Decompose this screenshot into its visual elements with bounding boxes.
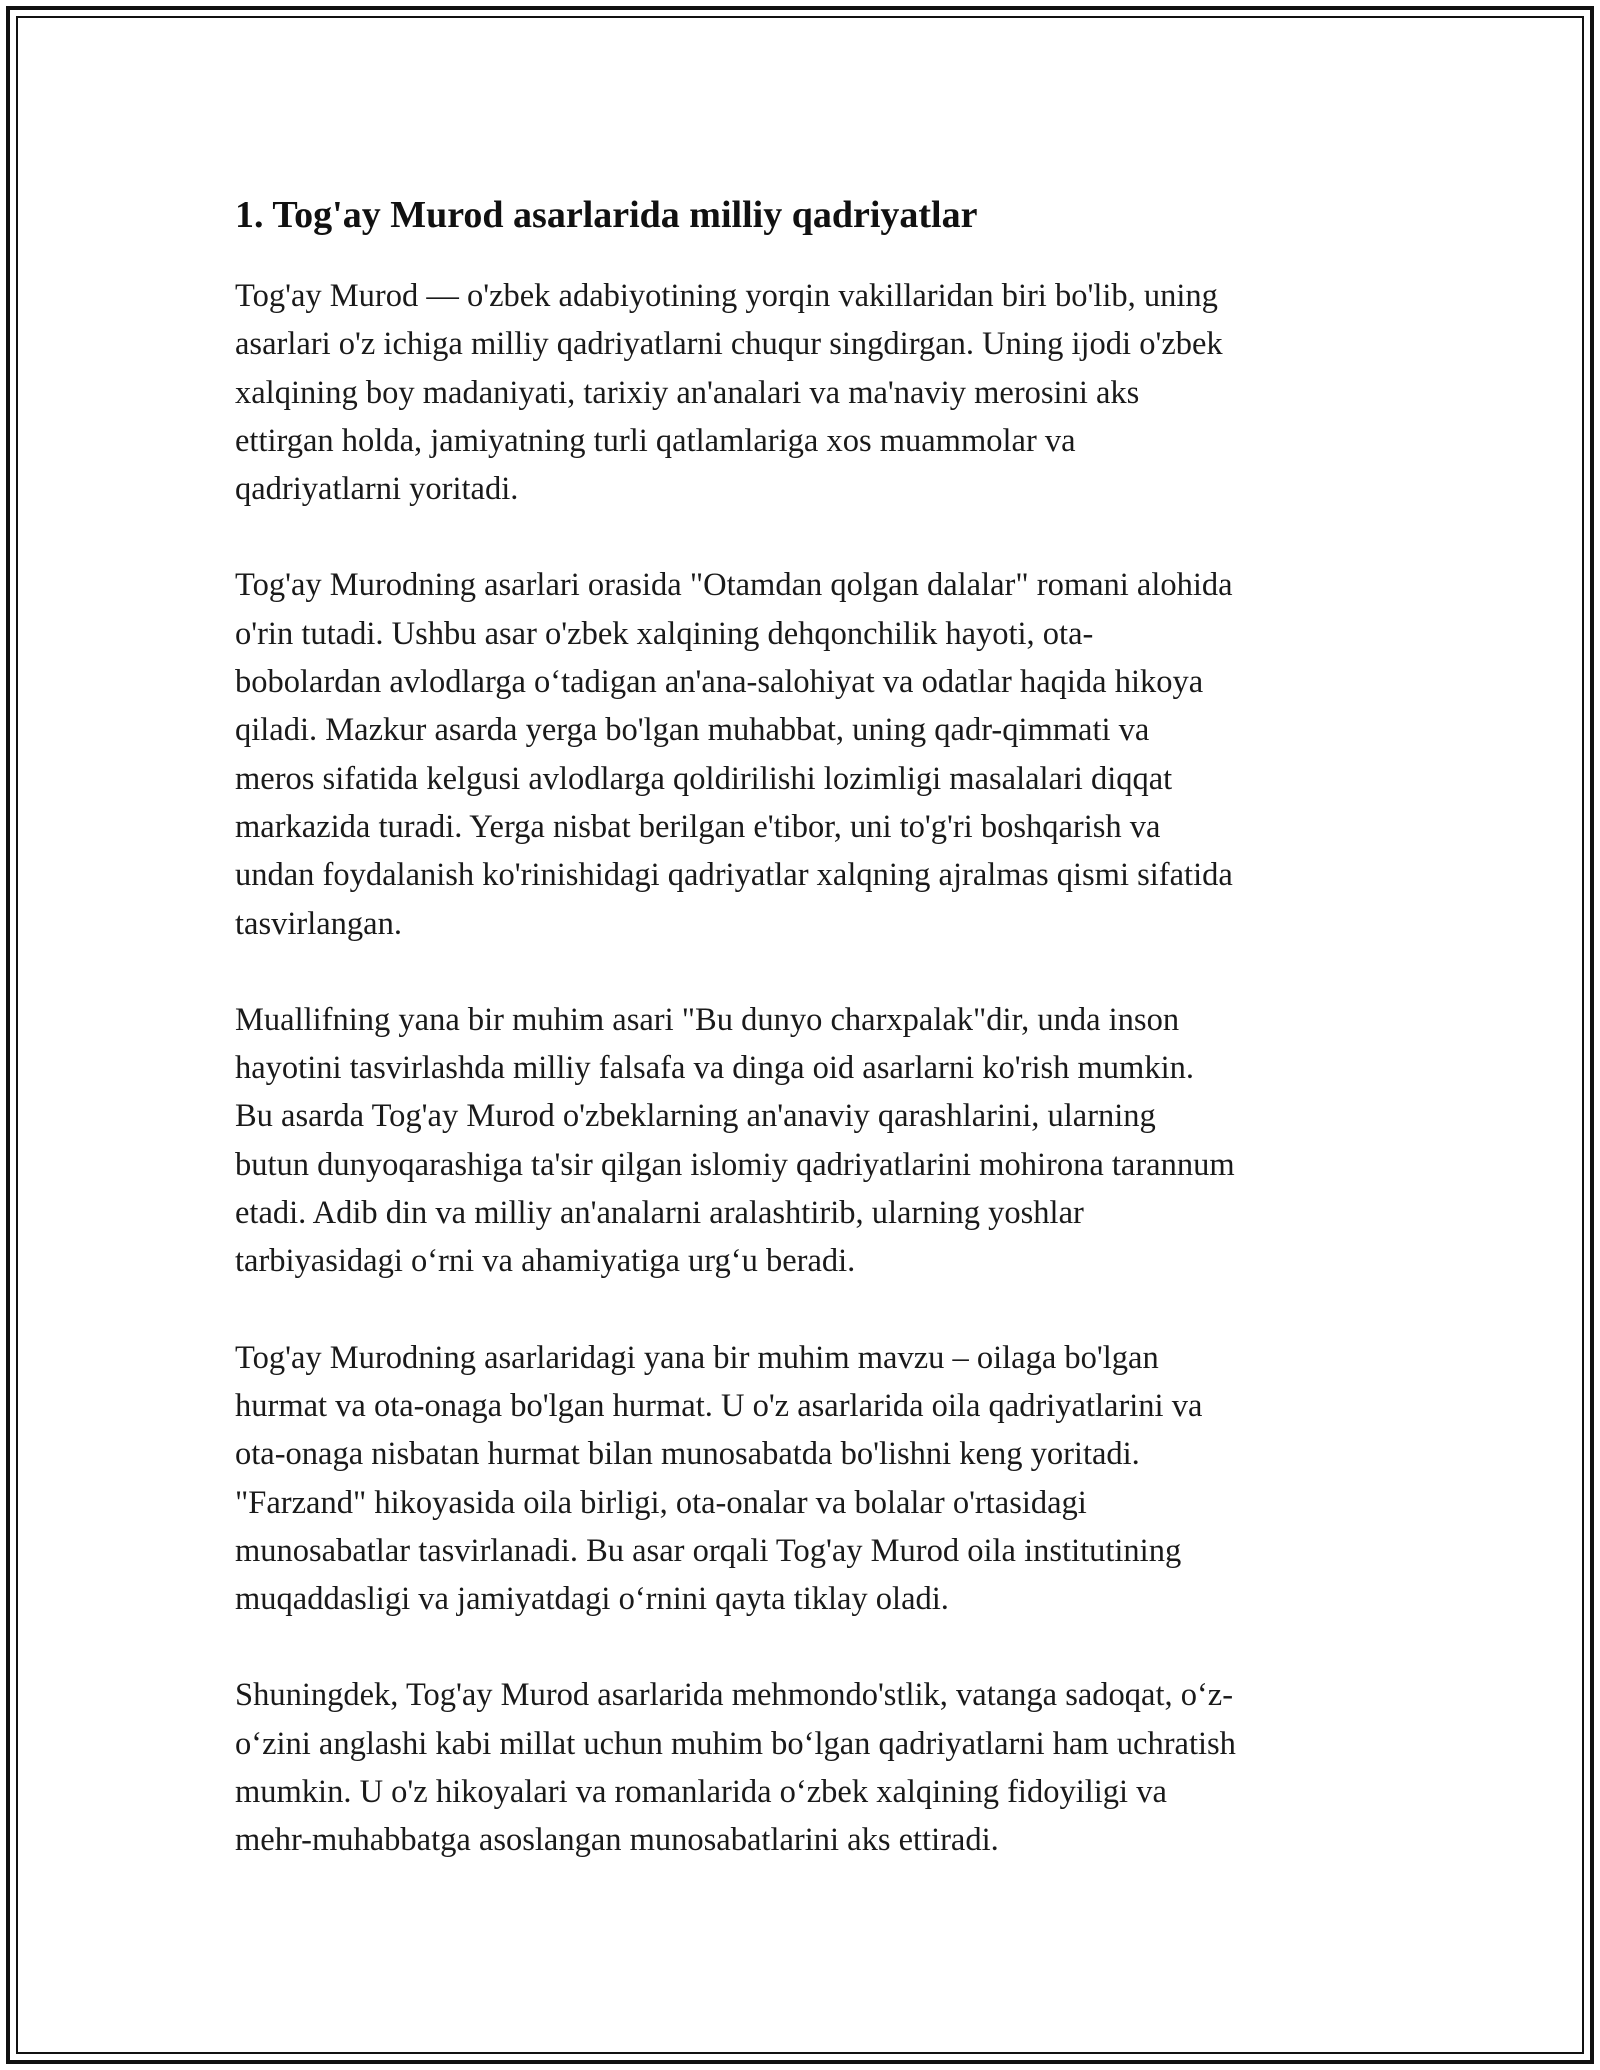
paragraph-oila-qadriyatlari bbox=[235, 1334, 1365, 1624]
text-line: "Farzand" hikoyasida oila birligi, ota-onalar va bolalar o'rtasidagi bbox=[235, 1484, 1087, 1521]
text-line: ettirgan holda, jamiyatning turli qatlamlariga xos muammolar va bbox=[235, 422, 1076, 459]
paragraph-bu-dunyo-charxpalak bbox=[235, 996, 1365, 1286]
text-line: hurmat va ota-onaga bo'lgan hurmat. U o'z asarlarida oila qadriyatlarini va bbox=[235, 1387, 1203, 1424]
text-line: Tog'ay Murodning asarlari orasida "Otamdan qolgan dalalar" romani alohida bbox=[235, 567, 1233, 604]
text-line: Bu asarda Tog'ay Murod o'zbeklarning an'anaviy qarashlarini, ularning bbox=[235, 1098, 1156, 1135]
text-line: o'rin tutadi. Ushbu asar o'zbek xalqining dehqonchilik hayoti, ota- bbox=[235, 615, 1094, 652]
text-line: butun dunyoqarashiga ta'sir qilgan islomiy qadriyatlarini mohirona tarannum bbox=[235, 1146, 1235, 1183]
text-line: undan foydalanish ko'rinishidagi qadriyatlar xalqning ajralmas qismi sifatida bbox=[235, 857, 1233, 894]
text-line: Shuningdek, Tog'ay Murod asarlarida mehmondo'stlik, vatanga sadoqat, o‘z- bbox=[235, 1677, 1234, 1714]
text-line: mumkin. U o'z hikoyalari va romanlarida o‘zbek xalqining fidoyiligi va bbox=[235, 1774, 1167, 1811]
text-line: tarbiyasidagi o‘rni va ahamiyatiga urg‘u beradi. bbox=[235, 1243, 856, 1280]
paragraph-conclusion bbox=[235, 1671, 1365, 1864]
text-line: mehr-muhabbatga asoslangan munosabatlarini aks ettiradi. bbox=[235, 1822, 999, 1859]
text-line: hayotini tasvirlashda milliy falsafa va dinga oid asarlarni ko'rish mumkin. bbox=[235, 1050, 1194, 1087]
text-line: qadriyatlarni yoritadi. bbox=[235, 471, 519, 508]
text-line: munosabatlar tasvirlanadi. Bu asar orqali Tog'ay Murod oila institutining bbox=[235, 1532, 1182, 1569]
text-line: asarlari o'z ichiga milliy qadriyatlarni chuqur singdirgan. Uning ijodi o'zbek bbox=[235, 326, 1223, 363]
section-heading: 1. Tog'ay Murod asarlarida milliy qadriyatlar bbox=[235, 194, 978, 236]
text-line: xalqining boy madaniyati, tarixiy an'analari va ma'naviy merosini aks bbox=[235, 374, 1140, 411]
text-line: Tog'ay Murodning asarlaridagi yana bir muhim mavzu – oilaga bo'lgan bbox=[235, 1339, 1159, 1376]
text-line: bobolardan avlodlarga o‘tadigan an'ana-salohiyat va odatlar haqida hikoya bbox=[235, 664, 1204, 701]
text-line: o‘zini anglashi kabi millat uchun muhim bo‘lgan qadriyatlarni ham uchratish bbox=[235, 1725, 1236, 1762]
text-line: muqaddasligi va jamiyatdagi o‘rnini qayta tiklay oladi. bbox=[235, 1581, 949, 1618]
paragraph-otamdan-qolgan-dalalar bbox=[235, 561, 1365, 947]
text-line: tasvirlangan. bbox=[235, 905, 402, 942]
document-body bbox=[235, 188, 1365, 1865]
text-line: Tog'ay Murod — o'zbek adabiyotining yorqin vakillaridan biri bo'lib, uning bbox=[235, 278, 1218, 314]
text-line: meros sifatida kelgusi avlodlarga qoldirilishi lozimligi masalalari diqqat bbox=[235, 760, 1173, 797]
text-line: qiladi. Mazkur asarda yerga bo'lgan muhabbat, uning qadr-qimmati va bbox=[235, 712, 1150, 749]
paragraph-intro bbox=[235, 272, 1365, 513]
text-line: etadi. Adib din va milliy an'analarni aralashtirib, ularning yoshlar bbox=[235, 1195, 1084, 1232]
text-line: markazida turadi. Yerga nisbat berilgan e'tibor, uni to'g'ri boshqarish va bbox=[235, 808, 1161, 845]
text-line: Muallifning yana bir muhim asari "Bu dunyo charxpalak"dir, unda inson bbox=[235, 1001, 1180, 1038]
text-line: ota-onaga nisbatan hurmat bilan munosabatda bo'lishni keng yoritadi. bbox=[235, 1436, 1140, 1473]
